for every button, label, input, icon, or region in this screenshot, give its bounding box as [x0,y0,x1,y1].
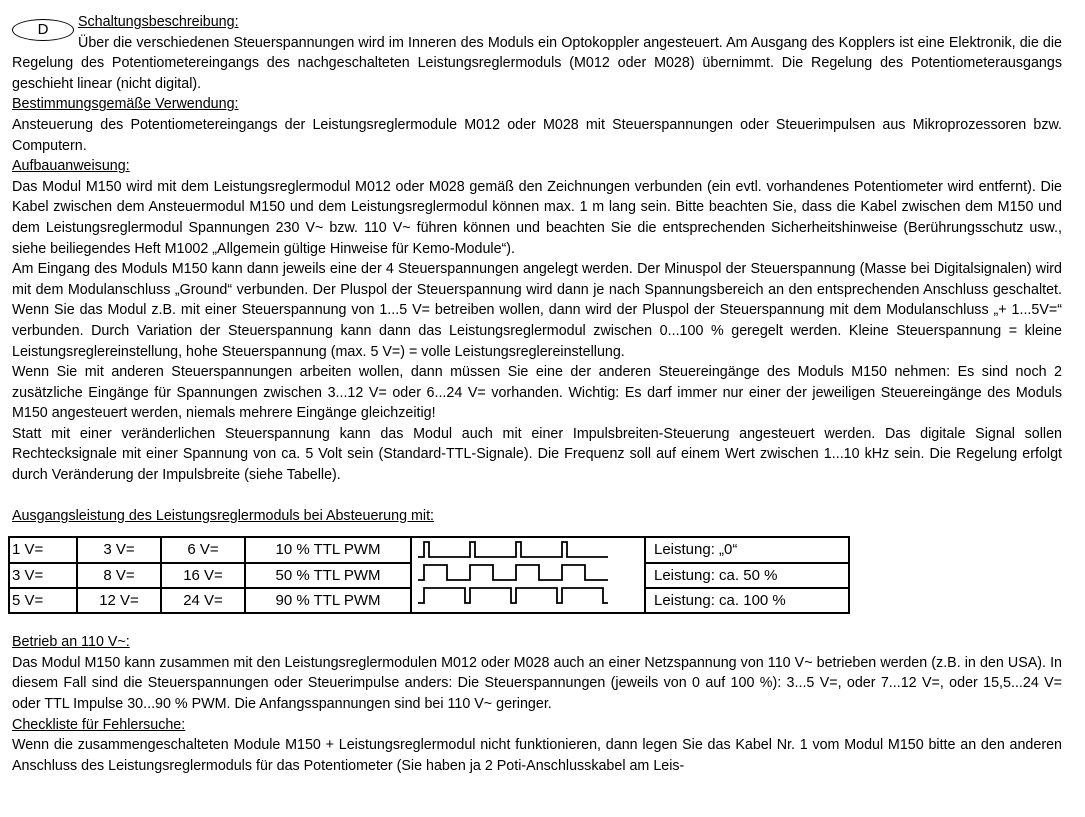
voltage-range-3: 6 V= [161,537,245,562]
pwm-waveform-diagram [411,537,645,613]
voltage-range-2: 3 V= [77,537,161,562]
heading-schaltungsbeschreibung: Schaltungsbeschreibung: [78,14,239,30]
pwm-value: 50 % TTL PWM [245,563,411,588]
document-page [12,12,1062,776]
voltage-range-1: 3 V= [9,563,77,588]
para-aufbau-3: Wenn Sie mit anderen Steuerspannungen arbeiten wollen, dann müssen Sie eine der anderen Steuereingänge des Moduls M150 nehmen: Es sind noch 2 zusätzliche Eingänge für Spannungen zwischen 3...12 V= oder 6...24 V= vorhanden. Wichtig: Es darf immer nur einer der jeweiligen Steuereingänge des Moduls M150 angesteuert werden, niemals mehrere Eingänge gleichzeitig! [12,364,1062,422]
language-badge: D [12,19,74,41]
output-power: Leistung: ca. 50 % [645,563,849,588]
pwm-waveform-trace [418,588,608,603]
heading-aufbauanweisung: Aufbauanweisung: [12,158,130,175]
pwm-waveform-trace [418,565,608,580]
pwm-value: 10 % TTL PWM [245,537,411,562]
para-aufbau-4: Statt mit einer veränderlichen Steuerspannung kann das Modul auch mit einer Impulsbreiten-Steuerung angesteuert werden. Das digitale Signal sollen Rechtecksignale mit einer Spannung von ca. 5 Volt sein (Standard-TTL-Signale). Die Frequenz soll auf einem Wert zwischen 1...10 kHz sein. Die Regelung erfolgt durch Veränderung der Impulsbreite (siehe Tabelle). [12,425,1062,484]
output-power: Leistung: ca. 100 % [645,588,849,613]
voltage-range-1: 5 V= [9,588,77,613]
voltage-range-3: 24 V= [161,588,245,613]
voltage-range-2: 8 V= [77,563,161,588]
heading-betrieb-110: Betrieb an 110 V~: [12,634,130,651]
para-schaltungsbeschreibung: Über die verschiedenen Steuerspannungen wird im Inneren des Moduls ein Optokoppler angesteuert. Am Ausgang des Kopplers ist eine Elektronik, die die Regelung des Potentiometereingangs des nachgeschalteten Leistungsreglermoduls (M012 oder M028) übernimmt. Die Regelung des Potentiometerausgangs geschieht linear (nicht digital). [12,34,1062,92]
voltage-range-2: 12 V= [77,588,161,613]
voltage-range-3: 16 V= [161,563,245,588]
para-checkliste: Wenn die zusammengeschalteten Module M150 + Leistungsreglermodul nicht funktionieren, dann legen Sie das Kabel Nr. 1 vom Modul M150 bitte an den anderen Anschluss des Leistungsreglermoduls für das Potentiometer (Sie haben ja 2 Poti-Anschlusskabel am Leis- [12,737,1062,774]
table-row [9,537,849,562]
heading-verwendung: Bestimmungsgemäße Verwendung: [12,96,239,113]
heading-ausgangsleistung: Ausgangsleistung des Leistungsreglermoduls bei Absteuerung mit: [12,507,435,524]
power-table [8,536,850,614]
para-aufbau-2: Am Eingang des Moduls M150 kann dann jeweils eine der 4 Steuerspannungen angelegt werden. Der Minuspol der Steuerspannung (Masse bei Digitalsignalen) wird mit dem Modulanschluss „Ground“ verbunden. Der Pluspol der Steuerspannung wird dann je nach Spannungsbereich an den entsprechenden Anschluss geschaltet. Wenn Sie das Modul z.B. mit einer Steuerspannung von 1...5 V= betreiben wollen, dann wird der Pluspol der Steuerspannung mit dem Modulanschluss „+ 1...5V=“ verbunden. Durch Variation der Steuerspannung kann dann das Leistungsreglermodul zwischen 0...100 % geregelt werden. Kleine Steuerspannung = kleine Leistungsreglereinstellung, hohe Steuerspannung (max. 5 V=) = volle Leistungsreglereinstellung. [12,261,1062,360]
para-verwendung: Ansteuerung des Potentiometereingangs der Leistungsreglermodule M012 oder M028 mit Steuerspannungen oder Steuerimpulsen aus Mikroprozessoren bzw. Computern. [12,116,1062,154]
para-aufbau-1: Das Modul M150 wird mit dem Leistungsreglermodul M012 oder M028 gemäß den Zeichnungen verbunden (ein evtl. vorhandenes Potentiometer wird entfernt). Die Kabel zwischen dem Ansteuermodul M150 und dem Leistungsreglermodul können max. 1 m lang sein. Bitte beachten Sie, dass die Kabel zwischen dem M150 und dem Leistungsreglermodul Spannungen 230 V~ bzw. 110 V~ führen können und beachten Sie die entsprechenden Sicherheitshinweise (Berührungsschutz usw., siehe beiliegendes Heft M1002 „Allgemein gültige Hinweise für Kemo-Module“). [12,178,1062,257]
output-power: Leistung: „0“ [645,537,849,562]
pwm-value: 90 % TTL PWM [245,588,411,613]
heading-checkliste: Checkliste für Fehlersuche: [12,716,186,733]
pwm-waveform-trace [418,542,608,557]
para-betrieb-110: Das Modul M150 kann zusammen mit den Leistungsreglermodulen M012 oder M028 auch an einer Netzspannung von 110 V~ betrieben werden (z.B. in den USA). In diesem Fall sind die Steuerspannungen oder Steuerimpulse anders: Die Steuerspannungen (jeweils von 0 auf 100 %): 3...5 V=, oder 7...12 V=, oder 15,5...24 V= oder TTL Impulse 30...90 % PWM. Die Anfangsspannungen sind bei 110 V~ geringer. [12,654,1062,713]
voltage-range-1: 1 V= [9,537,77,562]
